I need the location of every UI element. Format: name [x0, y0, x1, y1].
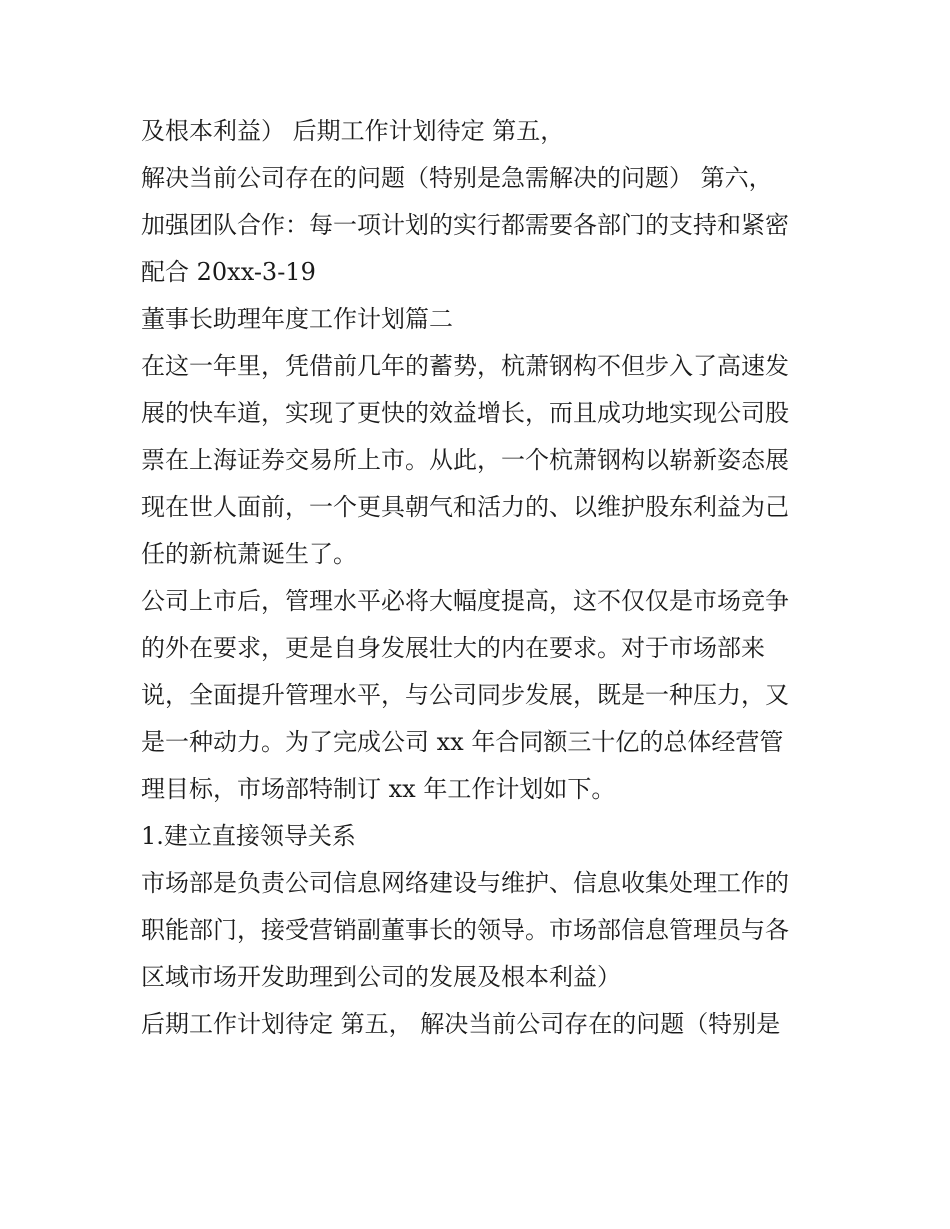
text-line: 后期工作计划待定 第五， 解决当前公司存在的问题（特别是: [141, 1010, 781, 1038]
text-line: 及根本利益） 后期工作计划待定 第五，: [141, 117, 565, 145]
text-line: 解决当前公司存在的问题（特别是急需解决的问题） 第六，: [141, 164, 773, 192]
text-line: 说，全面提升管理水平，与公司同步发展，既是一种压力，又: [141, 681, 789, 709]
text-line: 理目标，市场部特制订 xx 年工作计划如下。: [141, 775, 616, 803]
section-heading: 董事长助理年度工作计划篇二: [141, 305, 453, 333]
text-line: 是一种动力。为了完成公司 xx 年合同额三十亿的总体经营管: [141, 728, 784, 756]
document-body: [141, 108, 821, 1048]
numbered-heading: 1.建立直接领导关系: [141, 822, 356, 850]
text-line: 区域市场开发助理到公司的发展及根本利益）: [141, 963, 621, 991]
text-line: 配合 20xx-3-19: [141, 258, 316, 286]
text-line: 任的新杭萧诞生了。: [141, 540, 357, 568]
text-line: 市场部是负责公司信息网络建设与维护、信息收集处理工作的: [141, 869, 789, 897]
text-line: 的外在要求，更是自身发展壮大的内在要求。对于市场部来: [141, 634, 765, 662]
text-line: 加强团队合作：每一项计划的实行都需要各部门的支持和紧密: [141, 211, 789, 239]
text-line: 展的快车道，实现了更快的效益增长，而且成功地实现公司股: [141, 399, 789, 427]
text-line: 公司上市后，管理水平必将大幅度提高，这不仅仅是市场竞争: [141, 587, 789, 615]
text-line: 在这一年里，凭借前几年的蓄势，杭萧钢构不但步入了高速发: [141, 352, 789, 380]
text-line: 票在上海证券交易所上市。从此，一个杭萧钢构以崭新姿态展: [141, 446, 789, 474]
text-line: 职能部门，接受营销副董事长的领导。市场部信息管理员与各: [141, 916, 789, 944]
text-line: 现在世人面前，一个更具朝气和活力的、以维护股东利益为己: [141, 493, 789, 521]
